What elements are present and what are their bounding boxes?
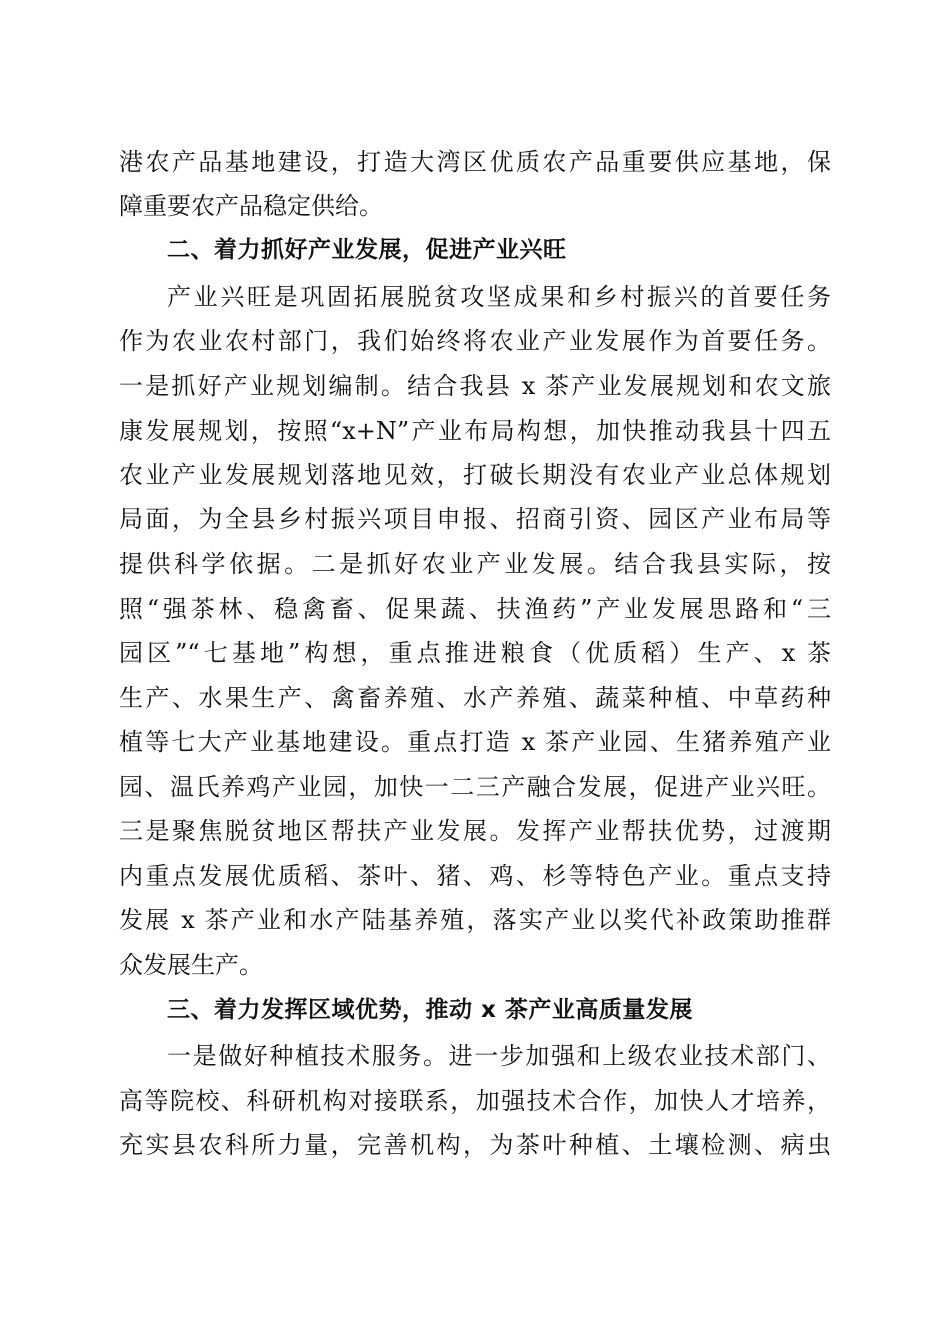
body-line: 作为农业农村部门，我们始终将农业产业发展作为首要任务。 bbox=[119, 327, 831, 355]
body-line: 障重要农产品稳定供给。 bbox=[119, 192, 383, 220]
body-line: 植等七大产业基地建设。重点打造 x 茶产业园、生猪养殖产业 bbox=[119, 728, 831, 756]
body-line: 三是聚焦脱贫地区帮扶产业发展。发挥产业帮扶优势，过渡期 bbox=[119, 817, 831, 845]
body-line: 照“强茶林、稳禽畜、促果蔬、扶渔药”产业发展思路和“三 bbox=[119, 595, 831, 623]
body-line: 一是抓好产业规划编制。结合我县 x 茶产业发展规划和农文旅 bbox=[119, 372, 831, 400]
body-line: 充实县农科所力量，完善机构，为茶叶种植、土壤检测、病虫 bbox=[119, 1131, 831, 1159]
paragraph-first-line: 产业兴旺是巩固拓展脱贫攻坚成果和乡村振兴的首要任务 bbox=[167, 283, 831, 311]
body-line: 园区”“七基地”构想，重点推进粮食（优质稻）生产、x 茶 bbox=[119, 639, 831, 667]
body-line: 生产、水果生产、禽畜养殖、水产养殖、蔬菜种植、中草药种 bbox=[119, 684, 831, 712]
section-heading-2: 二、着力抓好产业发展，促进产业兴旺 bbox=[167, 237, 567, 263]
body-line: 提供科学依据。二是抓好农业产业发展。结合我县实际，按 bbox=[119, 550, 831, 578]
body-line: 康发展规划，按照“x+N”产业布局构想，加快推动我县十四五 bbox=[119, 417, 831, 445]
body-line: 局面，为全县乡村振兴项目申报、招商引资、园区产业布局等 bbox=[119, 505, 831, 533]
body-line: 农业产业发展规划落地见效，打破长期没有农业产业总体规划 bbox=[119, 461, 831, 489]
body-line: 众发展生产。 bbox=[119, 951, 263, 979]
paragraph-first-line: 一是做好种植技术服务。进一步加强和上级农业技术部门、 bbox=[167, 1042, 831, 1070]
body-line: 园、温氏养鸡产业园，加快一二三产融合发展，促进产业兴旺。 bbox=[119, 773, 831, 801]
body-line: 高等院校、科研机构对接联系，加强技术合作，加快人才培养， bbox=[119, 1087, 831, 1115]
body-line: 发展 x 茶产业和水产陆基养殖，落实产业以奖代补政策助推群 bbox=[119, 906, 831, 934]
body-line: 港农产品基地建设，打造大湾区优质农产品重要供应基地，保 bbox=[119, 148, 831, 176]
section-heading-3: 三、着力发挥区域优势，推动 x 茶产业高质量发展 bbox=[167, 997, 693, 1023]
body-line: 内重点发展优质稻、茶叶、猪、鸡、杉等特色产业。重点支持 bbox=[119, 862, 831, 890]
